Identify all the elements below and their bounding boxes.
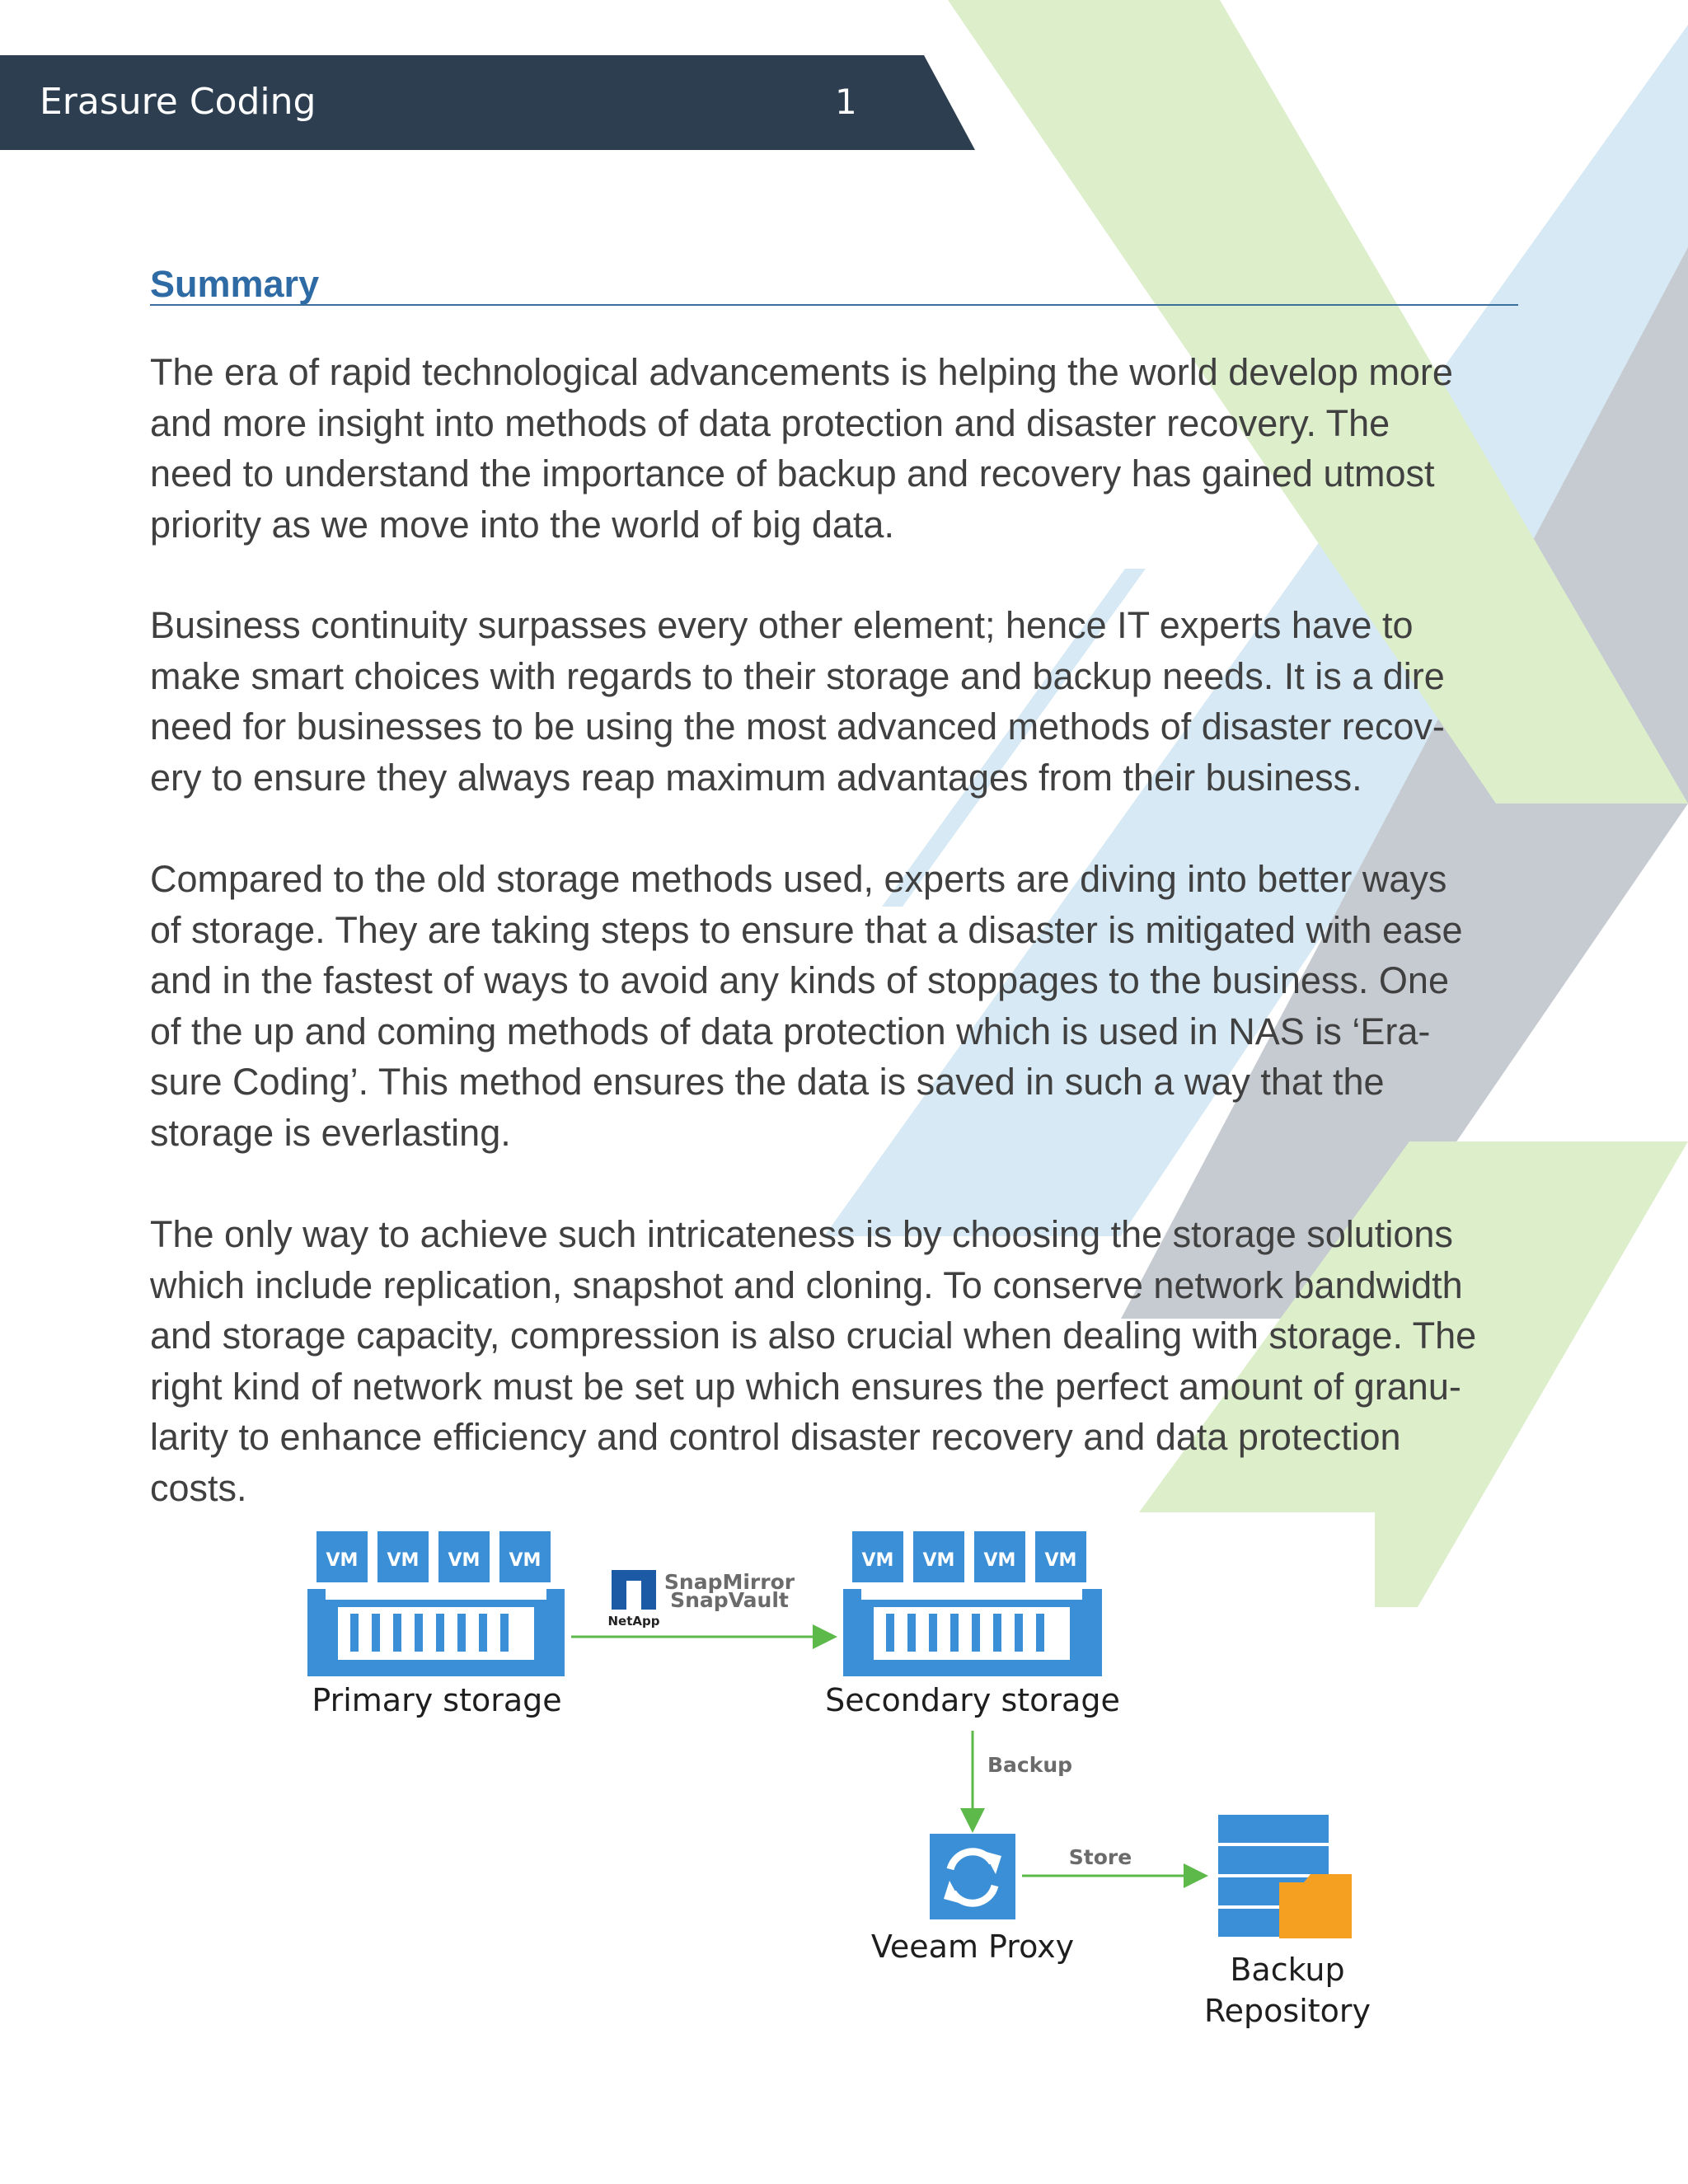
vm-label: VM	[448, 1550, 481, 1571]
vm-box	[438, 1531, 490, 1582]
vm-label: VM	[922, 1550, 955, 1571]
vm-box	[499, 1531, 551, 1582]
vm-label: VM	[1044, 1550, 1077, 1571]
secondary-storage-node	[825, 1531, 1120, 1718]
body-paragraph-3: Compared to the old storage methods used, experts are diving into better ways of storage. They are taking steps to ensure that a disaster is mitigated with ease and in the fastest of ways to avoid any kinds of stoppages to the business. One of the up and coming methods of data protection which is used in NAS is ‘Era- sure Coding’. This method ensures the data is saved in such a way that the storage is everlasting.	[150, 858, 1463, 1154]
folder-icon	[1279, 1874, 1352, 1938]
netapp-logo-text: NetApp	[607, 1614, 660, 1629]
body-paragraph-2: Business continuity surpasses every other element; hence IT experts have to make smart choices with regards to their storage and backup needs. It is a dire need for businesses to be using the most advanced methods of disaster recov- ery to ensure they always reap maximum advantages from their business.	[150, 604, 1445, 799]
vm-label: VM	[983, 1550, 1016, 1571]
store-arrow-label: Store	[1068, 1845, 1132, 1869]
vm-label: VM	[326, 1550, 359, 1571]
veeam-proxy-label: Veeam Proxy	[870, 1929, 1075, 1965]
body-paragraph-4: The only way to achieve such intricateness is by choosing the storage solutions which include replication, snapshot and cloning. To conserve network bandwidth and storage capacity, compression is also crucial when dealing with storage. The right kind of network must be set up which ensures the perfect amount of granu- larity to enhance efficiency and control disaster recovery and data protection costs.	[150, 1213, 1477, 1509]
snapvault-label: SnapVault	[670, 1588, 789, 1612]
section-heading: Summary	[150, 263, 320, 305]
vm-label: VM	[509, 1550, 542, 1571]
page-number: 1	[835, 82, 857, 122]
storage-array-icon	[843, 1589, 1102, 1676]
document-title: Erasure Coding	[40, 81, 316, 123]
veeam-proxy-node	[871, 1834, 1074, 1965]
vm-box	[852, 1531, 903, 1582]
heading-underline	[150, 304, 1518, 306]
netapp-logo	[608, 1570, 660, 1629]
storage-array-icon	[307, 1589, 565, 1676]
vm-label: VM	[861, 1550, 894, 1571]
backup-repository-node	[1204, 1815, 1371, 2029]
vm-label: VM	[387, 1550, 420, 1571]
backup-arrow-label: Backup	[987, 1753, 1073, 1777]
repository-label-line2: Repository	[1203, 1993, 1372, 2029]
snapmirror-label: SnapMirror	[663, 1570, 795, 1594]
vm-box	[316, 1531, 368, 1582]
vm-box	[1035, 1531, 1086, 1582]
primary-storage-node	[307, 1531, 565, 1718]
vm-box	[377, 1531, 429, 1582]
repository-label-line1: Backup	[1230, 1952, 1345, 1988]
primary-storage-label: Primary storage	[312, 1682, 562, 1718]
body-paragraph-1: The era of rapid technological advancements is helping the world develop more and more insight into methods of data protection and disaster recovery. The need to understand the importance of backup and recovery has gained utmost priority as we move into the world of big data.	[150, 351, 1453, 546]
backup-architecture-diagram	[0, 1508, 1688, 2069]
secondary-storage-label: Secondary storage	[825, 1682, 1120, 1718]
vm-box	[913, 1531, 964, 1582]
vm-box	[974, 1531, 1025, 1582]
